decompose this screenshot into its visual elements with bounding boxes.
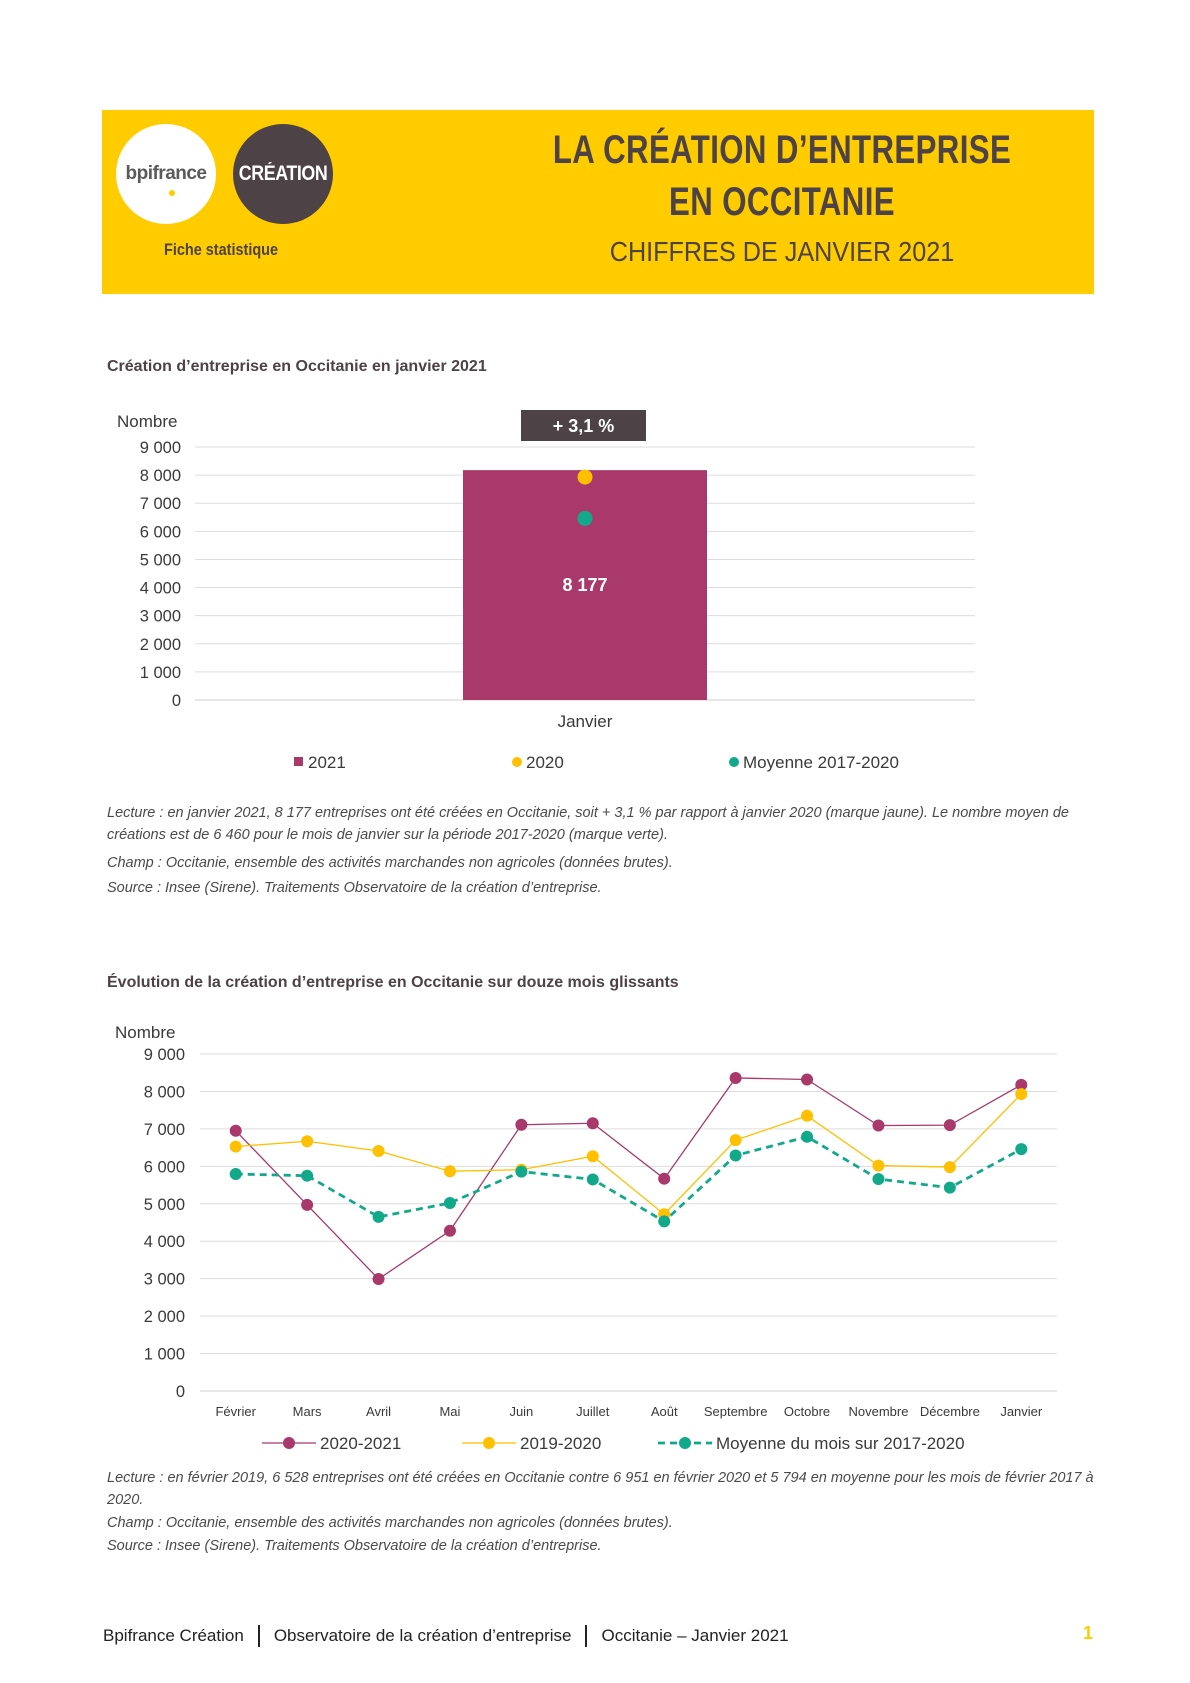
y-tick-label: 1 000 bbox=[139, 663, 181, 682]
chart2-champ: Champ : Occitanie, ensemble des activités marchandes non agricoles (données brutes). bbox=[107, 1515, 673, 1531]
series-2020-2021-point bbox=[730, 1072, 742, 1084]
bpifrance-logo bbox=[116, 124, 216, 224]
series-2020-2021-point bbox=[444, 1225, 456, 1237]
y-tick-label: 8 000 bbox=[143, 1083, 185, 1102]
series-2020-2021-point bbox=[301, 1199, 313, 1211]
series-average-point bbox=[301, 1170, 313, 1182]
y-tick-label: 2 000 bbox=[143, 1308, 185, 1327]
legend-marker bbox=[283, 1437, 295, 1449]
y-tick-label: 1 000 bbox=[143, 1345, 185, 1364]
series-2020-2021-line bbox=[236, 1078, 1022, 1279]
footer-observatory: Observatoire de la création d’entreprise bbox=[273, 1626, 572, 1645]
page-title-line1: LA CRÉATION D’ENTREPRISE bbox=[552, 128, 1012, 172]
series-2020-2021-point bbox=[658, 1173, 670, 1185]
x-tick-label: Janvier bbox=[557, 712, 613, 731]
chart1-champ: Champ : Occitanie, ensemble des activités marchandes non agricoles (données brutes). bbox=[107, 855, 673, 871]
january-bar-chart bbox=[0, 380, 1190, 800]
footer-region-date: Occitanie – Janvier 2021 bbox=[601, 1626, 789, 1645]
chart1-lecture: Lecture : en janvier 2021, 8 177 entreprises ont été créées en Occitanie, soit + 3,1 % par rapport à janvier 2020 (marque jaune). Le nombre moyen de créations est de 6 460 pour le mois de janvier sur la période 2017-2020 (marque verte). bbox=[107, 805, 1069, 843]
chart2-title: Évolution de la création d’entreprise en Occitanie sur douze mois glissants bbox=[107, 974, 679, 991]
series-average-point bbox=[1015, 1143, 1027, 1155]
fiche-label: Fiche statistique bbox=[164, 240, 279, 259]
footer-org: Bpifrance Création bbox=[103, 1626, 244, 1645]
legend-marker-average bbox=[729, 757, 739, 767]
y-tick-label: 7 000 bbox=[143, 1120, 185, 1139]
series-average-point bbox=[658, 1215, 670, 1227]
series-2019-2020-point bbox=[1015, 1088, 1027, 1100]
series-2019-2020-point bbox=[872, 1160, 884, 1172]
y-tick-label: 4 000 bbox=[143, 1233, 185, 1252]
series-average-point bbox=[444, 1197, 456, 1209]
series-average-point bbox=[801, 1131, 813, 1143]
series-average-point bbox=[730, 1149, 742, 1161]
series-average-point bbox=[230, 1168, 242, 1180]
y-tick-label: 0 bbox=[175, 1383, 185, 1401]
legend-marker-2020 bbox=[512, 757, 522, 767]
page-footer bbox=[103, 1625, 789, 1647]
series-average-point bbox=[944, 1182, 956, 1194]
series-2020-2021-point bbox=[801, 1073, 813, 1085]
y-axis-label: Nombre bbox=[117, 412, 178, 431]
series-average-point bbox=[587, 1173, 599, 1185]
legend-marker bbox=[483, 1437, 495, 1449]
y-tick-label: 2 000 bbox=[139, 635, 181, 654]
series-2020-2021-point bbox=[944, 1119, 956, 1131]
x-tick-label: Août bbox=[650, 1404, 678, 1419]
y-tick-label: 4 000 bbox=[139, 579, 181, 598]
creation-logo bbox=[233, 124, 333, 224]
legend-label: 2020 bbox=[526, 753, 564, 772]
legend-marker bbox=[679, 1437, 691, 1449]
marker-2020 bbox=[578, 470, 593, 485]
series-average-point bbox=[373, 1211, 385, 1223]
x-tick-label: Mai bbox=[439, 1404, 461, 1419]
creation-logo-text: CRÉATION bbox=[238, 162, 328, 185]
title-block bbox=[462, 110, 1102, 294]
page-title-line2: EN OCCITANIE bbox=[669, 180, 895, 224]
series-2019-2020-line bbox=[236, 1094, 1022, 1214]
y-tick-label: 3 000 bbox=[143, 1270, 185, 1289]
chart2-source: Source : Insee (Sirene). Traitements Observatoire de la création d’entreprise. bbox=[107, 1538, 602, 1554]
marker-average bbox=[578, 511, 593, 526]
series-2019-2020-point bbox=[587, 1150, 599, 1162]
x-tick-label: Février bbox=[215, 1404, 256, 1419]
y-tick-label: 7 000 bbox=[139, 495, 181, 514]
legend-label: 2020-2021 bbox=[320, 1434, 402, 1453]
bpifrance-logo-text: bpifrance bbox=[125, 163, 207, 184]
x-tick-label: Mars bbox=[292, 1404, 322, 1419]
twelve-month-line-chart bbox=[0, 1000, 1190, 1460]
y-tick-label: 5 000 bbox=[143, 1195, 185, 1214]
y-tick-label: 9 000 bbox=[139, 439, 181, 457]
page-number: 1 bbox=[1083, 1623, 1094, 1643]
legend-label: Moyenne 2017-2020 bbox=[743, 753, 899, 772]
y-tick-label: 9 000 bbox=[143, 1046, 185, 1064]
header-banner bbox=[102, 110, 1094, 294]
series-2019-2020-point bbox=[301, 1135, 313, 1147]
x-tick-label: Juin bbox=[509, 1404, 534, 1419]
y-tick-label: 0 bbox=[171, 692, 181, 710]
x-tick-label: Septembre bbox=[703, 1404, 768, 1419]
chart1-title: Création d’entreprise en Occitanie en janvier 2021 bbox=[107, 358, 487, 375]
series-average-point bbox=[515, 1166, 527, 1178]
x-tick-label: Juillet bbox=[576, 1404, 610, 1419]
growth-badge-text: + 3,1 % bbox=[552, 416, 615, 436]
x-tick-label: Janvier bbox=[1000, 1404, 1043, 1419]
y-tick-label: 6 000 bbox=[139, 523, 181, 542]
page-subtitle: CHIFFRES DE JANVIER 2021 bbox=[609, 236, 955, 267]
footer-separator bbox=[258, 1625, 260, 1647]
series-2019-2020-point bbox=[730, 1134, 742, 1146]
series-2020-2021-point bbox=[373, 1273, 385, 1285]
legend-label: 2019-2020 bbox=[520, 1434, 602, 1453]
y-axis-label: Nombre bbox=[115, 1023, 176, 1042]
series-2019-2020-point bbox=[944, 1161, 956, 1173]
series-2020-2021-point bbox=[587, 1117, 599, 1129]
x-tick-label: Avril bbox=[366, 1404, 392, 1419]
chart2-lecture: Lecture : en février 2019, 6 528 entreprises ont été créées en Occitanie contre 6 951 en février 2020 et 5 794 en moyenne pour les mois de février 2017 à 2020. bbox=[107, 1470, 1094, 1508]
series-2020-2021-point bbox=[872, 1120, 884, 1132]
legend-marker-2021 bbox=[294, 757, 303, 766]
y-tick-label: 5 000 bbox=[139, 551, 181, 570]
x-tick-label: Novembre bbox=[848, 1404, 909, 1419]
y-tick-label: 8 000 bbox=[139, 467, 181, 486]
bar-value-label: 8 177 bbox=[562, 575, 608, 596]
legend-label: Moyenne du mois sur 2017-2020 bbox=[716, 1434, 965, 1453]
series-2020-2021-point bbox=[515, 1119, 527, 1131]
series-2019-2020-point bbox=[444, 1165, 456, 1177]
x-tick-label: Décembre bbox=[919, 1404, 980, 1419]
series-2019-2020-point bbox=[373, 1145, 385, 1157]
footer-separator bbox=[585, 1625, 587, 1647]
series-average-line bbox=[236, 1137, 1022, 1222]
legend-label: 2021 bbox=[308, 753, 346, 772]
series-average-point bbox=[872, 1173, 884, 1185]
chart1-source: Source : Insee (Sirene). Traitements Observatoire de la création d’entreprise. bbox=[107, 880, 602, 896]
y-tick-label: 6 000 bbox=[143, 1158, 185, 1177]
x-tick-label: Octobre bbox=[783, 1404, 831, 1419]
series-2019-2020-point bbox=[801, 1110, 813, 1122]
series-2019-2020-point bbox=[230, 1141, 242, 1153]
y-tick-label: 3 000 bbox=[139, 607, 181, 626]
series-2020-2021-point bbox=[230, 1125, 242, 1137]
